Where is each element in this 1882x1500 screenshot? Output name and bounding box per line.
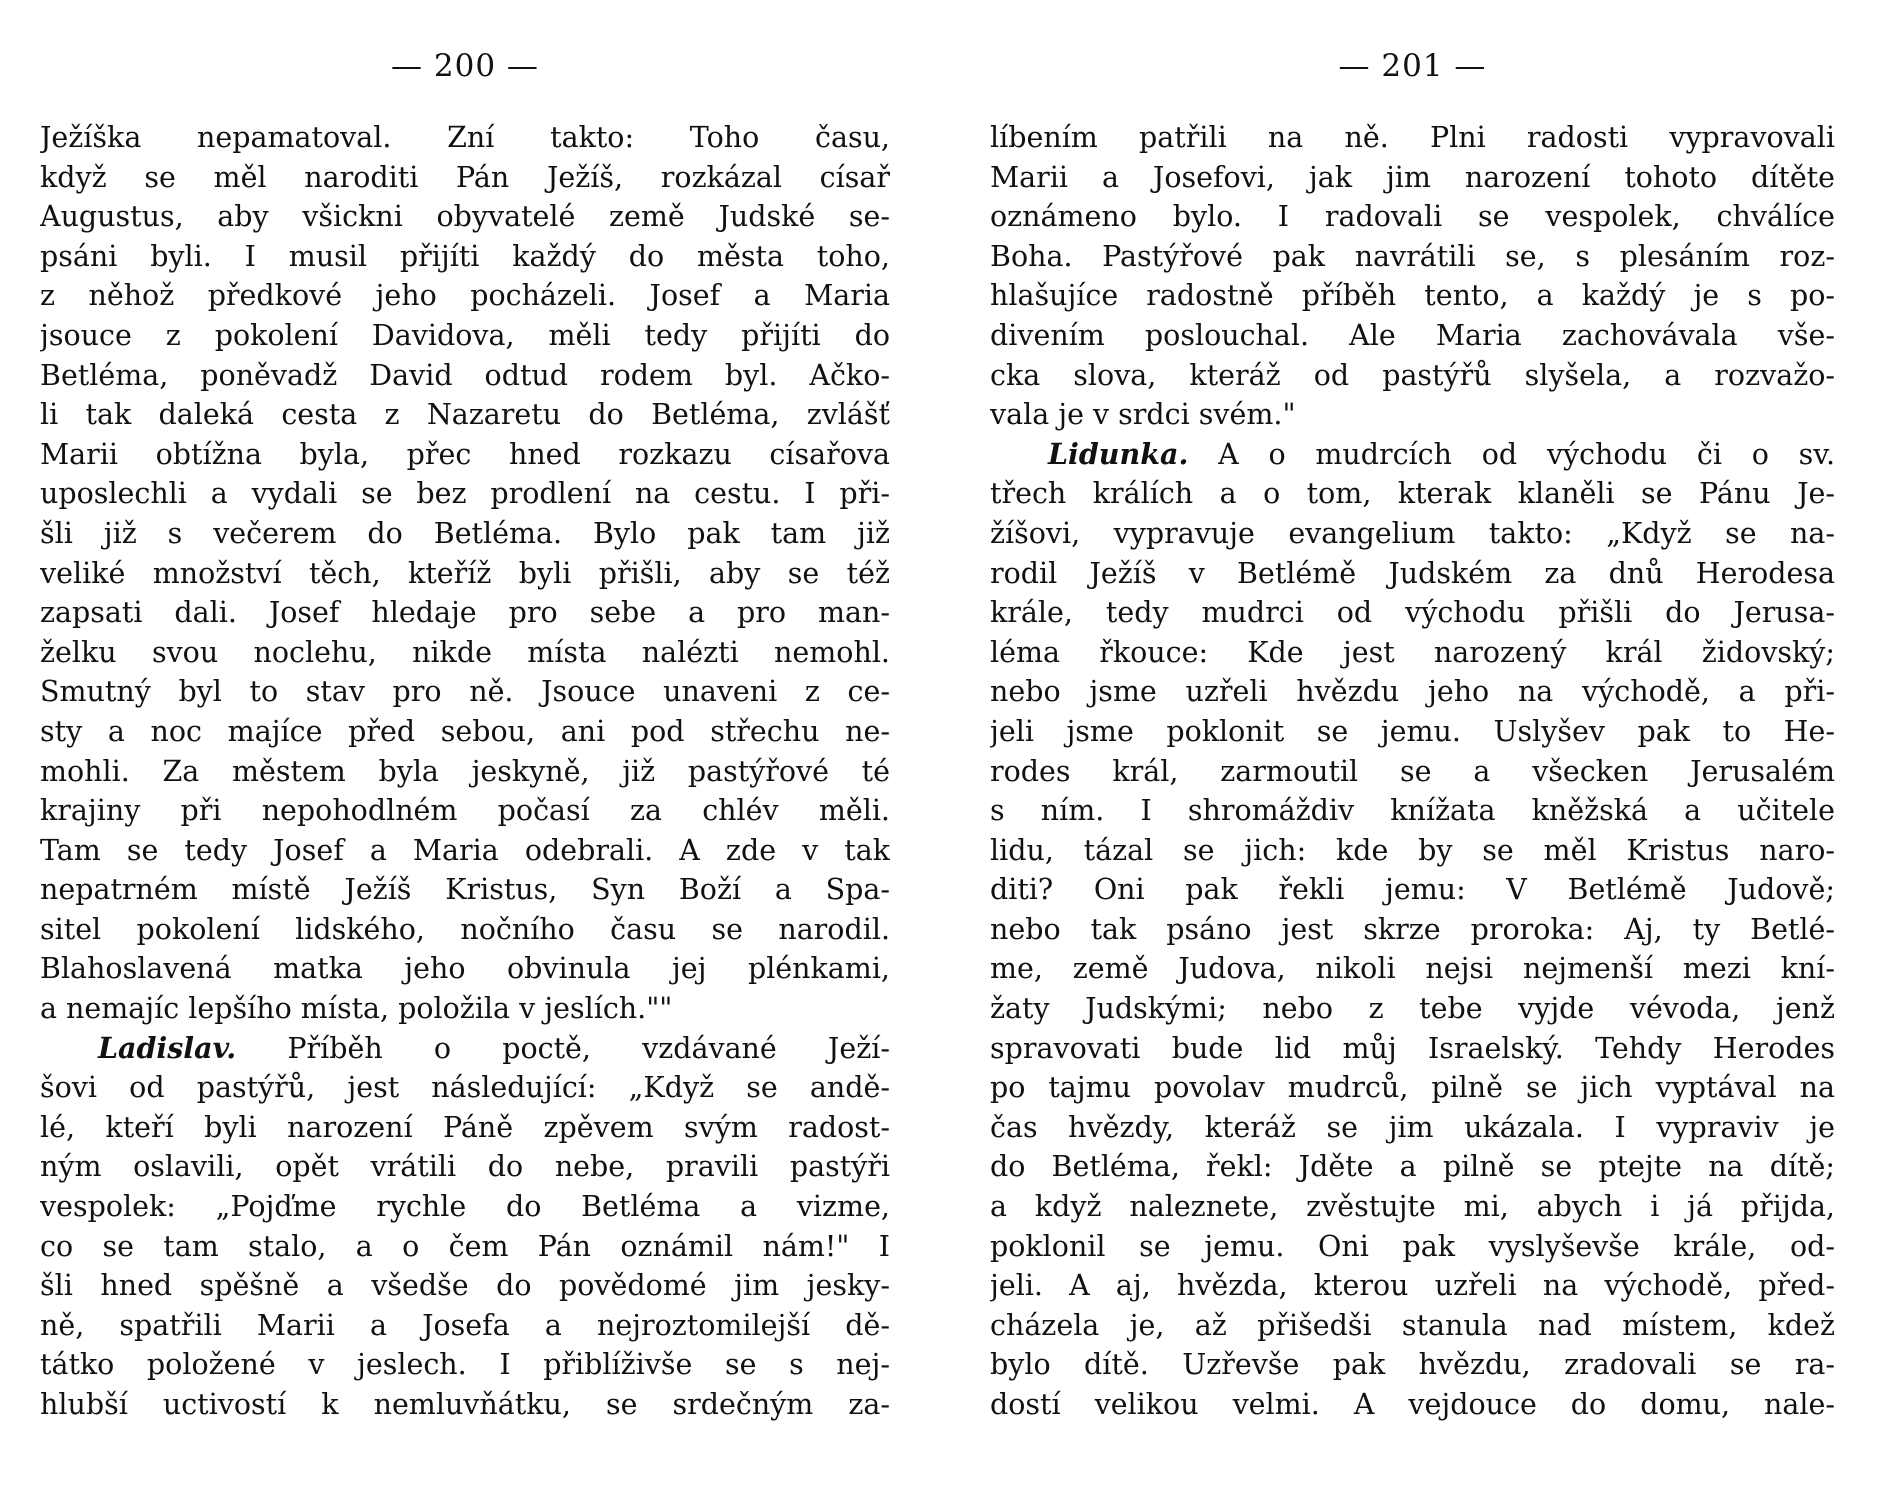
line-text: oznámeno bylo. I radovali se vespolek, chválíce — [990, 200, 1835, 234]
line-text: nepatrném místě Ježíš Kristus, Syn Boží a Spa- — [40, 873, 890, 907]
line-text: tátko položené v jeslech. I přiblíživše se s nej- — [40, 1348, 890, 1382]
line-text: sty a noc majíce před sebou, ani pod střechu ne- — [40, 714, 890, 748]
line-text: krále, tedy mudrci od východu přišli do Jerusa- — [990, 596, 1835, 630]
text-line — [990, 1068, 1835, 1108]
right-page-text — [990, 118, 1835, 1425]
right-page — [990, 0, 1835, 1500]
line-text: ným oslavili, opět vrátili do nebe, pravili pastýři — [40, 1150, 890, 1184]
text-line — [990, 316, 1835, 356]
text-line — [990, 1147, 1835, 1187]
text-line — [990, 1108, 1835, 1148]
line-text: hlašujíce radostně příběh tento, a každý je s po- — [990, 279, 1835, 313]
line-text: nebo tak psáno jest skrze proroka: Aj, ty Betlé- — [990, 912, 1835, 946]
text-line — [40, 1385, 890, 1425]
line-text: z něhož předkové jeho pocházeli. Josef a Maria — [40, 279, 890, 313]
text-line — [40, 356, 890, 396]
line-text: Marii obtížna byla, přec hned rozkazu císařova — [40, 437, 890, 471]
text-line — [990, 1385, 1835, 1425]
text-line — [990, 554, 1835, 594]
text-line — [40, 1187, 890, 1227]
line-text: líbením patřili na ně. Plni radosti vypravovali — [990, 121, 1835, 154]
text-line — [40, 1266, 890, 1306]
line-text: cházela je, až přišedši stanula nad místem, kdež — [990, 1308, 1835, 1342]
text-line — [40, 554, 890, 594]
text-line — [40, 1227, 890, 1267]
text-line — [990, 237, 1835, 277]
line-text: čas hvězdy, kteráž se jim ukázala. I vypraviv je — [990, 1110, 1835, 1144]
text-line — [40, 435, 890, 475]
text-line — [990, 949, 1835, 989]
line-text: li tak daleká cesta z Nazaretu do Betléma, zvlášť — [40, 398, 890, 432]
text-line — [40, 395, 890, 435]
text-line — [40, 474, 890, 514]
text-line — [40, 197, 890, 237]
line-text: dostí velikou velmi. A vejdouce do domu, nale- — [990, 1388, 1835, 1421]
text-line — [40, 752, 890, 792]
left-page-text — [40, 118, 890, 1425]
text-line — [990, 1306, 1835, 1346]
line-text: a když naleznete, zvěstujte mi, abych i já přijda, — [990, 1190, 1835, 1224]
line-text: třech králích a o tom, kterak klaněli se Pánu Je- — [990, 477, 1835, 511]
text-line — [990, 831, 1835, 871]
text-line — [40, 989, 890, 1029]
line-text: cka slova, kteráž od pastýřů slyšela, a rozvažo- — [990, 358, 1835, 392]
text-line — [40, 1147, 890, 1187]
text-line — [40, 791, 890, 831]
line-text: sitel pokolení lidského, nočního času se narodil. — [40, 912, 890, 946]
line-text: po tajmu povolav mudrců, pilně se jich vyptával na — [990, 1071, 1835, 1105]
line-text: Příběh o poctě, vzdávané Ježí- — [287, 1031, 890, 1065]
text-line — [40, 276, 890, 316]
line-text: uposlechli a vydali se bez prodlení na cestu. I při- — [40, 477, 890, 511]
line-text: Marii a Josefovi, jak jim narození tohoto dítěte — [990, 160, 1835, 194]
line-text: šli hned spěšně a všedše do povědomé jim jesky- — [40, 1269, 890, 1303]
line-text: A o mudrcích od východu či o sv. — [1218, 437, 1835, 471]
line-text: diti? Oni pak řekli jemu: V Betlémě Judově; — [990, 873, 1835, 907]
line-text: rodes král, zarmoutil se a všecken Jerusalém — [990, 754, 1835, 788]
text-line — [990, 870, 1835, 910]
line-text: spravovati bude lid můj Israelský. Tehdy Herodes — [990, 1031, 1835, 1065]
text-line — [40, 633, 890, 673]
text-line — [990, 1227, 1835, 1267]
text-line — [40, 672, 890, 712]
line-text: jsouce z pokolení Davidova, měli tedy přijíti do — [40, 318, 890, 352]
text-line — [40, 514, 890, 554]
line-text: šli již s večerem do Betléma. Bylo pak tam již — [40, 516, 890, 550]
speaker-name: Lidunka. — [1048, 436, 1189, 471]
line-text: žíšovi, vypravuje evangelium takto: „Když se na- — [990, 516, 1835, 550]
line-text: Smutný byl to stav pro ně. Jsouce unaveni z ce- — [40, 675, 890, 709]
text-line — [990, 435, 1835, 475]
text-line — [40, 1029, 890, 1069]
line-text: veliké množství těch, kteříž byli přišli, aby se též — [40, 556, 890, 590]
line-text: me, země Judova, nikoli nejsi nejmenší mezi kní- — [990, 952, 1835, 986]
text-line — [40, 870, 890, 910]
text-line — [40, 1108, 890, 1148]
line-text: želku svou noclehu, nikde místa nalézti nemohl. — [40, 635, 890, 669]
line-text: rodil Ježíš v Betlémě Judském za dnů Herodesa — [990, 556, 1835, 590]
line-text: žaty Judskými; nebo z tebe vyjde vévoda, jenž — [990, 992, 1835, 1026]
text-line — [990, 752, 1835, 792]
line-text: poklonil se jemu. Oni pak vyslyševše krále, od- — [990, 1229, 1835, 1263]
text-line — [990, 672, 1835, 712]
line-text: Betléma, poněvadž David odtud rodem byl. Ačko- — [40, 358, 890, 392]
text-line — [990, 989, 1835, 1029]
text-line — [990, 158, 1835, 198]
line-text: když se měl naroditi Pán Ježíš, rozkázal císař — [40, 160, 890, 194]
line-text: krajiny při nepohodlném počasí za chlév měli. — [40, 794, 890, 828]
line-text: Augustus, aby všickni obyvatelé země Judské se- — [40, 200, 890, 234]
text-line — [990, 910, 1835, 950]
text-line — [990, 276, 1835, 316]
line-text: bylo dítě. Uzřevše pak hvězdu, zradovali se ra- — [990, 1348, 1835, 1382]
line-text: jeli jsme poklonit se jemu. Uslyšev pak to He- — [990, 714, 1835, 748]
text-line — [40, 316, 890, 356]
line-text: léma řkouce: Kde jest narozený král židovský; — [990, 635, 1835, 669]
text-line — [40, 712, 890, 752]
text-line — [40, 1345, 890, 1385]
text-line — [990, 118, 1835, 158]
line-text: s ním. I shromáždiv knížata kněžská a učitele — [990, 794, 1835, 828]
line-text: lidu, tázal se jich: kde by se měl Kristus naro- — [990, 833, 1835, 867]
line-text: Ježíška nepamatoval. Zní takto: Toho času, — [40, 121, 890, 154]
text-line — [990, 356, 1835, 396]
text-line — [40, 1068, 890, 1108]
speaker-name: Ladislav. — [98, 1030, 237, 1065]
text-line — [990, 633, 1835, 673]
line-text: divením poslouchal. Ale Maria zachovávala vše- — [990, 318, 1835, 352]
text-line — [990, 395, 1835, 435]
line-text: lé, kteří byli narození Páně zpěvem svým radost- — [40, 1110, 890, 1144]
page-number-right: — 201 — — [1338, 48, 1487, 84]
line-text: do Betléma, řekl: Jděte a pilně se ptejte na dítě; — [990, 1150, 1835, 1184]
line-text: zapsati dali. Josef hledaje pro sebe a pro man- — [40, 596, 890, 630]
text-line — [990, 1187, 1835, 1227]
line-text: jeli. A aj, hvězda, kterou uzřeli na východě, před- — [990, 1269, 1835, 1303]
line-text: a nemajíc lepšího místa, položila v jeslích."" — [40, 992, 673, 1026]
line-text: Boha. Pastýřové pak navrátili se, s plesáním roz- — [990, 239, 1835, 273]
line-text: co se tam stalo, a o čem Pán oznámil nám!" I — [40, 1229, 890, 1263]
page-number-left: — 200 — — [391, 48, 539, 84]
text-line — [990, 791, 1835, 831]
text-line — [990, 474, 1835, 514]
text-line — [990, 1029, 1835, 1069]
text-line — [40, 158, 890, 198]
line-text: psáni byli. I musil přijíti každý do města toho, — [40, 239, 890, 273]
text-line — [40, 237, 890, 277]
text-line — [40, 118, 890, 158]
line-text: hlubší uctivostí k nemluvňátku, se srdečným za- — [40, 1388, 890, 1421]
line-text: vala je v srdci svém." — [990, 398, 1296, 432]
line-text: mohli. Za městem byla jeskyně, již pastýřové té — [40, 754, 890, 788]
line-text: nebo jsme uzřeli hvězdu jeho na východě, a při- — [990, 675, 1835, 709]
line-text: vespolek: „Pojďme rychle do Betléma a vizme, — [40, 1190, 890, 1224]
text-line — [40, 593, 890, 633]
line-text: Blahoslavená matka jeho obvinula jej plénkami, — [40, 952, 890, 986]
text-line — [990, 197, 1835, 237]
text-line — [40, 831, 890, 871]
text-line — [990, 1266, 1835, 1306]
text-line — [990, 593, 1835, 633]
text-line — [40, 1306, 890, 1346]
line-text: šovi od pastýřů, jest následující: „Když se andě- — [40, 1071, 890, 1105]
text-line — [40, 910, 890, 950]
text-line — [990, 1345, 1835, 1385]
text-line — [990, 514, 1835, 554]
text-line — [990, 712, 1835, 752]
gutter — [930, 0, 931, 1500]
line-text: Tam se tedy Josef a Maria odebrali. A zde v tak — [40, 833, 890, 867]
left-page — [40, 0, 890, 1500]
text-line — [40, 949, 890, 989]
line-text: ně, spatřili Marii a Josefa a nejroztomilejší dě- — [40, 1308, 890, 1342]
